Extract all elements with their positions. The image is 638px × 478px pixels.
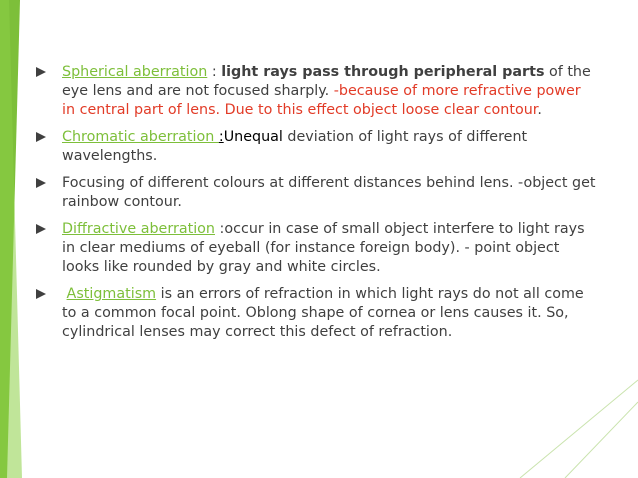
term-link: Chromatic aberration [62,129,219,145]
corner-line-2 [565,402,638,478]
bullet-arrow-icon [36,67,46,77]
bullet-arrow-icon [36,132,46,142]
term-link: Astigmatism [66,286,157,302]
list-item-diffractive-aberration: Diffractive aberration :occur in case of small object interfere to light rays in clear mediums of eyeball (for instance foreign body). - point object looks like rounded by gray and white circles. [36,220,596,277]
term-link: Diffractive aberration [62,221,215,237]
bullet-arrow-icon [36,224,46,234]
list-item-focusing: Focusing of different colours at different distances behind lens. -object get rainbow contour. [36,174,596,212]
list-item-chromatic-aberration: Chromatic aberration :Unequal deviation of light rays of different wavelengths. [36,128,596,166]
list-item-spherical-aberration: Spherical aberration : light rays pass through peripheral parts of the eye lens and are not focused sharply. -because of more refractive power in central part of lens. Due to this effect object loose clear contour. [36,63,596,120]
bullet-arrow-icon [36,178,46,188]
list-item-astigmatism: Astigmatism is an errors of refraction in which light rays do not all come to a common focal point. Oblong shape of cornea or lens causes it. So, cylindrical lenses may correct this defect of refraction. [36,285,596,342]
bullet-arrow-icon [36,289,46,299]
term-link: Spherical aberration [62,64,208,80]
bullet-list [36,63,596,350]
